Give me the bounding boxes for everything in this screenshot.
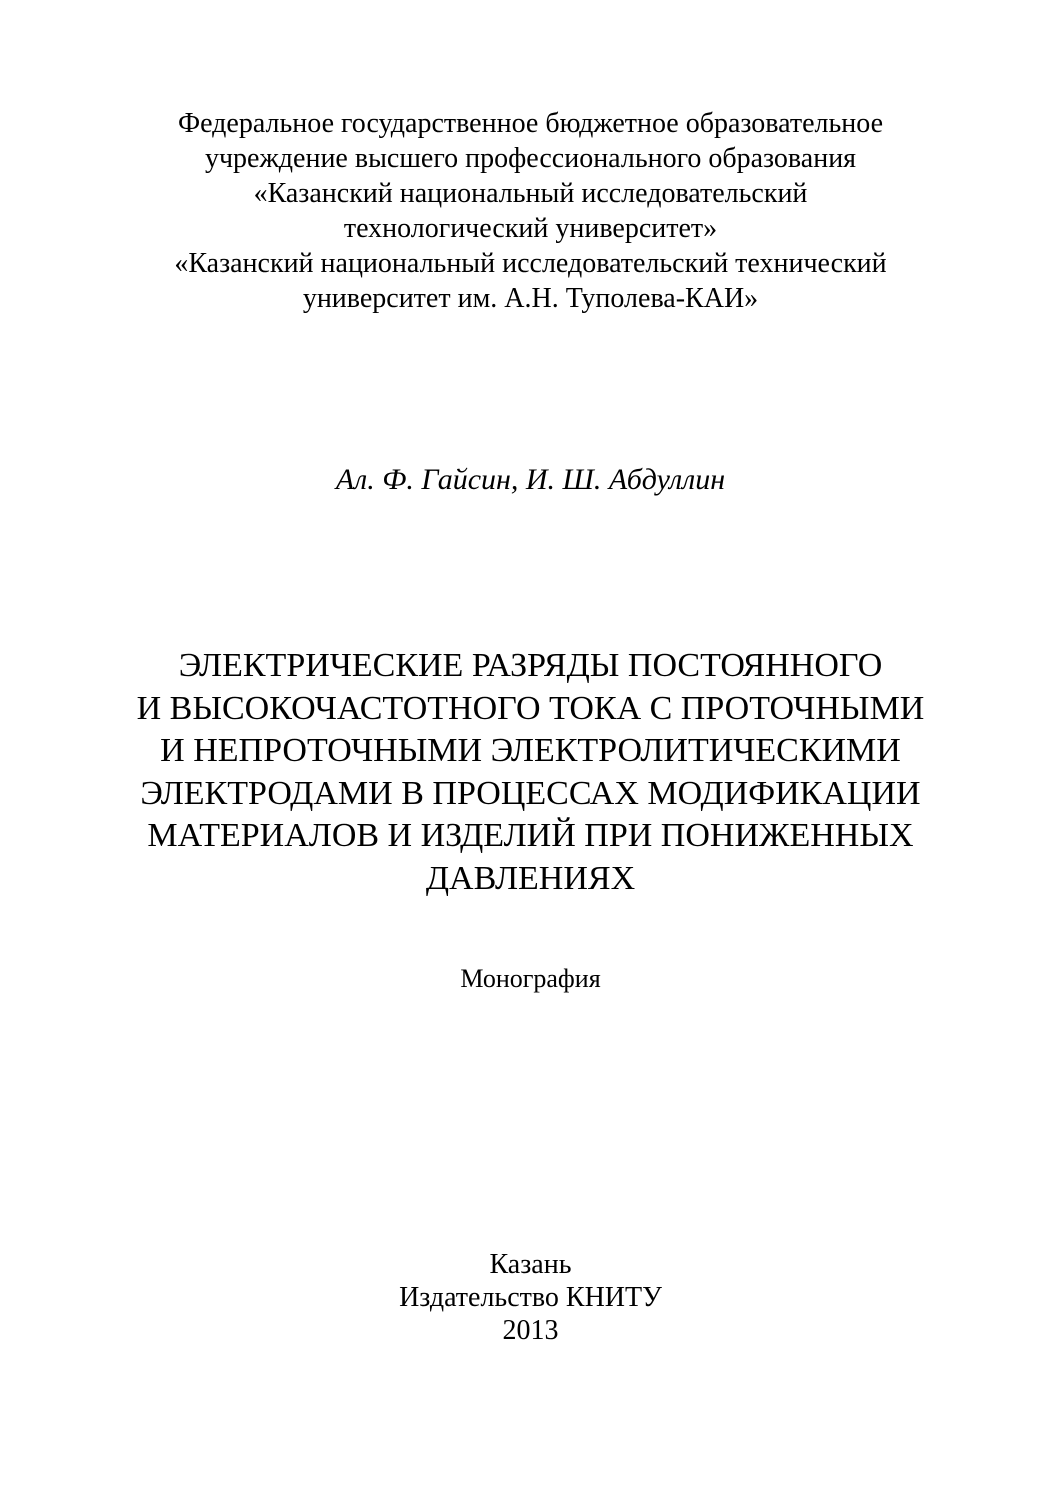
institution-line: технологический университет» [343,213,718,244]
imprint [0,1248,1061,1347]
genre-text: Монография [460,964,601,993]
authors [0,460,1061,500]
imprint-year: 2013 [502,1315,559,1346]
genre-label [0,962,1061,996]
title-line: МАТЕРИАЛОВ И ИЗДЕЛИЙ ПРИ ПОНИЖЕННЫХ [147,817,914,854]
imprint-city: Казань [489,1249,572,1280]
title-line: И НЕПРОТОЧНЫМИ ЭЛЕКТРОЛИТИЧЕСКИМИ [160,732,901,769]
title-line: ДАВЛЕНИЯХ [425,859,636,897]
institution-line: «Казанский национальный исследовательский [253,178,808,209]
institution-line: учреждение высшего профессионального образования [204,143,857,174]
title-line: ЭЛЕКТРОДАМИ В ПРОЦЕССАХ МОДИФИКАЦИИ [140,774,921,812]
institution-header [0,106,1061,316]
institution-line: Федеральное государственное бюджетное образовательное [177,108,884,139]
title-line: ЭЛЕКТРИЧЕСКИЕ РАЗРЯДЫ ПОСТОЯННОГО [178,647,883,684]
institution-line: «Казанский национальный исследовательский технический [174,248,887,279]
authors-line: Ал. Ф. Гайсин, И. Ш. Абдуллин [335,463,726,496]
title-line: И ВЫСОКОЧАСТОТНОГО ТОКА С ПРОТОЧНЫМИ [136,689,925,727]
institution-line: университет им. А.Н. Туполева-КАИ» [302,283,759,314]
book-title [0,645,1061,900]
imprint-publisher: Издательство КНИТУ [399,1282,662,1313]
